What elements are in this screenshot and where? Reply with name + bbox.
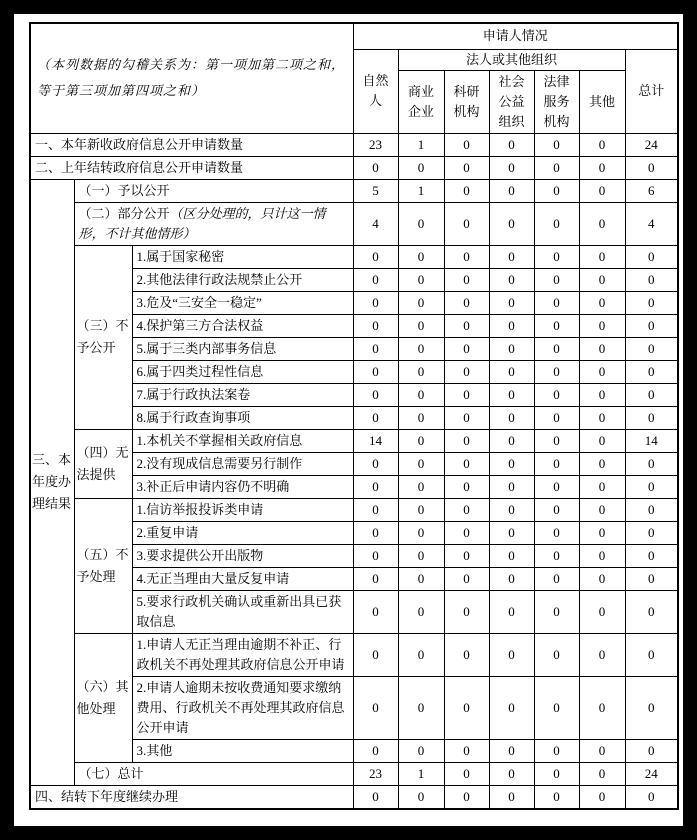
value-cell: 0 <box>353 337 398 360</box>
value-cell: 0 <box>579 452 625 475</box>
value-cell: 1 <box>398 133 444 156</box>
table-row <box>30 156 678 179</box>
value-cell: 0 <box>625 521 678 544</box>
row-label: 4.保护第三方合法权益 <box>136 317 264 333</box>
value-cell: 0 <box>353 498 398 521</box>
row-label-cell <box>132 633 353 676</box>
value-cell: 0 <box>353 383 398 406</box>
header-col-research-institution: 科研机构 <box>444 70 489 133</box>
value-cell: 0 <box>398 633 444 676</box>
value-cell: 0 <box>444 567 489 590</box>
value-cell: 0 <box>444 360 489 383</box>
value-cell: 0 <box>579 633 625 676</box>
category-label-cell: （五）不予处理 <box>74 498 132 633</box>
row-label-cell <box>132 383 353 406</box>
value-cell: 0 <box>579 785 625 809</box>
row-label: 四、结转下年度继续办理 <box>35 788 179 804</box>
value-cell: 0 <box>625 406 678 429</box>
row-label-cell <box>74 762 353 785</box>
value-cell: 0 <box>579 268 625 291</box>
value-cell: 0 <box>534 179 579 202</box>
value-cell: 0 <box>579 429 625 452</box>
row-label: 2.重复申请 <box>136 524 199 540</box>
value-cell: 0 <box>353 291 398 314</box>
row-label-cell <box>132 406 353 429</box>
value-cell: 6 <box>625 179 678 202</box>
value-cell: 0 <box>579 475 625 498</box>
row-label-cell <box>132 739 353 762</box>
value-cell: 0 <box>625 739 678 762</box>
value-cell: 0 <box>625 475 678 498</box>
value-cell: 0 <box>398 590 444 633</box>
value-cell: 0 <box>579 133 625 156</box>
header-row-applicant <box>30 23 678 49</box>
value-cell: 0 <box>444 544 489 567</box>
row-label: 8.属于行政查询事项 <box>136 409 251 425</box>
value-cell: 4 <box>625 202 678 245</box>
header-col-legal-org-group: 法人或其他组织 <box>398 49 625 70</box>
section-label-cell: 三、本年度办理结果 <box>30 179 74 785</box>
row-label: 7.属于行政执法案卷 <box>136 386 251 402</box>
row-label-cell <box>132 452 353 475</box>
row-label-cell <box>30 156 353 179</box>
value-cell: 0 <box>398 291 444 314</box>
row-label-cell <box>132 314 353 337</box>
table-row <box>30 633 678 676</box>
value-cell: 24 <box>625 133 678 156</box>
row-label: （一）予以公开 <box>78 182 170 198</box>
value-cell: 0 <box>625 383 678 406</box>
value-cell: 0 <box>353 676 398 739</box>
value-cell: 0 <box>353 268 398 291</box>
value-cell: 0 <box>444 268 489 291</box>
value-cell: 0 <box>398 521 444 544</box>
value-cell: 0 <box>353 475 398 498</box>
category-label-cell: （三）不予公开 <box>74 245 132 429</box>
table-body <box>30 133 678 809</box>
value-cell: 0 <box>579 544 625 567</box>
value-cell: 0 <box>489 739 534 762</box>
value-cell: 0 <box>489 360 534 383</box>
table-row <box>30 785 678 809</box>
header-col-total: 总计 <box>625 49 678 133</box>
header-col-natural-person: 自然人 <box>353 49 398 133</box>
value-cell: 0 <box>489 406 534 429</box>
row-label-note: （区分处理的，只计这一情形，不计其他情形） <box>78 205 326 241</box>
row-label: 二、上年结转政府信息公开申请数量 <box>35 159 244 175</box>
value-cell: 1 <box>398 179 444 202</box>
row-label-cell <box>132 291 353 314</box>
value-cell: 0 <box>444 406 489 429</box>
value-cell: 0 <box>534 498 579 521</box>
value-cell: 0 <box>579 360 625 383</box>
value-cell: 0 <box>489 314 534 337</box>
value-cell: 0 <box>579 202 625 245</box>
value-cell: 0 <box>398 739 444 762</box>
value-cell: 0 <box>625 360 678 383</box>
value-cell: 0 <box>489 429 534 452</box>
value-cell: 0 <box>398 314 444 337</box>
value-cell: 0 <box>353 360 398 383</box>
value-cell: 24 <box>625 762 678 785</box>
category-label-cell: （四）无法提供 <box>74 429 132 498</box>
value-cell: 0 <box>444 337 489 360</box>
value-cell: 0 <box>444 633 489 676</box>
value-cell: 0 <box>489 156 534 179</box>
value-cell: 0 <box>625 633 678 676</box>
value-cell: 0 <box>534 452 579 475</box>
value-cell: 0 <box>489 202 534 245</box>
value-cell: 0 <box>444 762 489 785</box>
value-cell: 0 <box>534 314 579 337</box>
value-cell: 0 <box>489 291 534 314</box>
value-cell: 0 <box>353 633 398 676</box>
value-cell: 0 <box>534 291 579 314</box>
table-row <box>30 179 678 202</box>
value-cell: 0 <box>534 156 579 179</box>
row-label-cell <box>74 179 353 202</box>
value-cell: 0 <box>534 521 579 544</box>
reconciliation-note: （本列数据的勾稽关系为：第一项加第二项之和，等于第三项加第四项之和） <box>37 57 346 99</box>
value-cell: 0 <box>444 202 489 245</box>
table-header <box>30 23 678 133</box>
value-cell: 0 <box>579 676 625 739</box>
header-col-other: 其他 <box>579 70 625 133</box>
value-cell: 0 <box>444 785 489 809</box>
value-cell: 0 <box>489 452 534 475</box>
value-cell: 14 <box>625 429 678 452</box>
row-label: 一、本年新收政府信息公开申请数量 <box>35 136 244 152</box>
row-label: 1.本机关不掌握相关政府信息 <box>136 432 303 448</box>
value-cell: 0 <box>534 383 579 406</box>
value-cell: 0 <box>398 475 444 498</box>
row-label: 4.无正当理由大量反复申请 <box>136 570 290 586</box>
row-label-cell <box>132 475 353 498</box>
value-cell: 0 <box>444 383 489 406</box>
row-label-cell <box>74 202 353 245</box>
value-cell: 0 <box>534 544 579 567</box>
row-label: 3.补正后申请内容仍不明确 <box>136 478 290 494</box>
value-cell: 0 <box>534 202 579 245</box>
row-label: 6.属于四类过程性信息 <box>136 363 264 379</box>
value-cell: 0 <box>444 133 489 156</box>
value-cell: 0 <box>398 429 444 452</box>
value-cell: 0 <box>398 452 444 475</box>
row-label-cell <box>132 245 353 268</box>
header-applicant-situation: 申请人情况 <box>353 23 678 49</box>
value-cell: 0 <box>398 676 444 739</box>
value-cell: 0 <box>489 498 534 521</box>
value-cell: 0 <box>398 268 444 291</box>
value-cell: 0 <box>398 544 444 567</box>
value-cell: 0 <box>398 337 444 360</box>
value-cell: 0 <box>444 521 489 544</box>
value-cell: 0 <box>489 337 534 360</box>
table-row <box>30 498 678 521</box>
value-cell: 0 <box>534 676 579 739</box>
value-cell: 0 <box>353 544 398 567</box>
value-cell: 0 <box>489 383 534 406</box>
value-cell: 0 <box>534 245 579 268</box>
row-label: 1.属于国家秘密 <box>136 248 225 264</box>
value-cell: 0 <box>625 156 678 179</box>
value-cell: 0 <box>353 567 398 590</box>
value-cell: 0 <box>625 291 678 314</box>
row-label: 2.其他法律行政法规禁止公开 <box>136 271 303 287</box>
row-label-cell <box>30 133 353 156</box>
value-cell: 0 <box>579 383 625 406</box>
value-cell: 0 <box>489 762 534 785</box>
value-cell: 0 <box>625 785 678 809</box>
value-cell: 14 <box>353 429 398 452</box>
value-cell: 1 <box>398 762 444 785</box>
row-label: 1.信访举报投诉类申请 <box>136 501 264 517</box>
value-cell: 0 <box>579 762 625 785</box>
value-cell: 0 <box>534 785 579 809</box>
value-cell: 0 <box>625 245 678 268</box>
table-row <box>30 245 678 268</box>
value-cell: 0 <box>353 521 398 544</box>
value-cell: 0 <box>579 337 625 360</box>
value-cell: 0 <box>444 498 489 521</box>
row-label: 5.属于三类内部事务信息 <box>136 340 277 356</box>
row-label: 5.要求行政机关确认或重新出具已获取信息 <box>136 593 342 629</box>
value-cell: 0 <box>579 156 625 179</box>
value-cell: 0 <box>579 498 625 521</box>
row-label: 2.没有现成信息需要另行制作 <box>136 455 303 471</box>
value-cell: 0 <box>534 633 579 676</box>
value-cell: 0 <box>625 498 678 521</box>
row-label: 2.申请人逾期未按收费通知要求缴纳费用、行政机关不再处理其政府信息公开申请 <box>136 679 345 735</box>
value-cell: 0 <box>398 156 444 179</box>
value-cell: 0 <box>353 739 398 762</box>
value-cell: 0 <box>534 739 579 762</box>
table-row <box>30 762 678 785</box>
value-cell: 0 <box>489 676 534 739</box>
row-label-cell <box>132 590 353 633</box>
value-cell: 0 <box>489 567 534 590</box>
row-label: （七）总计 <box>78 765 144 781</box>
value-cell: 0 <box>398 383 444 406</box>
table-row <box>30 202 678 245</box>
category-label-cell: （六）其他处理 <box>74 633 132 762</box>
value-cell: 0 <box>579 179 625 202</box>
value-cell: 0 <box>534 429 579 452</box>
value-cell: 0 <box>579 590 625 633</box>
value-cell: 0 <box>353 406 398 429</box>
reconciliation-note-cell <box>30 23 353 133</box>
header-col-legal-service-org: 法律服务机构 <box>534 70 579 133</box>
value-cell: 0 <box>398 360 444 383</box>
value-cell: 0 <box>398 498 444 521</box>
value-cell: 0 <box>353 245 398 268</box>
value-cell: 0 <box>444 179 489 202</box>
value-cell: 0 <box>398 406 444 429</box>
value-cell: 0 <box>489 179 534 202</box>
value-cell: 0 <box>444 676 489 739</box>
row-label-cell <box>132 268 353 291</box>
row-label: 3.危及“三安全一稳定” <box>136 294 262 310</box>
value-cell: 23 <box>353 133 398 156</box>
value-cell: 0 <box>353 590 398 633</box>
value-cell: 0 <box>534 337 579 360</box>
value-cell: 0 <box>444 475 489 498</box>
value-cell: 0 <box>353 452 398 475</box>
value-cell: 0 <box>625 567 678 590</box>
value-cell: 0 <box>534 268 579 291</box>
value-cell: 0 <box>489 785 534 809</box>
row-label-cell <box>132 360 353 383</box>
table-row <box>30 133 678 156</box>
disclosure-request-table <box>29 22 679 810</box>
value-cell: 0 <box>579 291 625 314</box>
value-cell: 0 <box>489 133 534 156</box>
value-cell: 0 <box>579 521 625 544</box>
value-cell: 0 <box>398 245 444 268</box>
value-cell: 0 <box>444 314 489 337</box>
table-row <box>30 429 678 452</box>
header-col-commercial-enterprise: 商业企业 <box>398 70 444 133</box>
value-cell: 4 <box>353 202 398 245</box>
value-cell: 0 <box>489 268 534 291</box>
header-col-social-welfare-org: 社会公益组织 <box>489 70 534 133</box>
value-cell: 0 <box>625 544 678 567</box>
row-label-cell <box>30 785 353 809</box>
row-label: （二）部分公开 <box>78 205 170 221</box>
value-cell: 0 <box>444 452 489 475</box>
value-cell: 0 <box>444 590 489 633</box>
row-label-cell <box>132 337 353 360</box>
value-cell: 0 <box>534 590 579 633</box>
value-cell: 0 <box>489 475 534 498</box>
value-cell: 0 <box>444 245 489 268</box>
value-cell: 0 <box>444 429 489 452</box>
row-label: 3.要求提供公开出版物 <box>136 547 264 563</box>
value-cell: 0 <box>625 268 678 291</box>
value-cell: 0 <box>625 452 678 475</box>
row-label-cell <box>132 676 353 739</box>
value-cell: 0 <box>444 156 489 179</box>
value-cell: 0 <box>534 762 579 785</box>
value-cell: 0 <box>398 567 444 590</box>
row-label-cell <box>132 567 353 590</box>
value-cell: 0 <box>579 314 625 337</box>
value-cell: 0 <box>353 156 398 179</box>
value-cell: 0 <box>579 739 625 762</box>
value-cell: 23 <box>353 762 398 785</box>
value-cell: 0 <box>489 590 534 633</box>
value-cell: 0 <box>625 314 678 337</box>
value-cell: 0 <box>489 245 534 268</box>
value-cell: 0 <box>534 567 579 590</box>
value-cell: 0 <box>353 785 398 809</box>
value-cell: 0 <box>534 360 579 383</box>
value-cell: 0 <box>579 406 625 429</box>
row-label: 3.其他 <box>136 742 173 758</box>
value-cell: 0 <box>534 406 579 429</box>
value-cell: 0 <box>398 785 444 809</box>
row-label-cell <box>132 429 353 452</box>
row-label-cell <box>132 544 353 567</box>
value-cell: 0 <box>398 202 444 245</box>
value-cell: 0 <box>625 337 678 360</box>
value-cell: 0 <box>579 245 625 268</box>
value-cell: 0 <box>625 590 678 633</box>
value-cell: 0 <box>444 739 489 762</box>
value-cell: 5 <box>353 179 398 202</box>
value-cell: 0 <box>579 567 625 590</box>
row-label-cell <box>132 521 353 544</box>
value-cell: 0 <box>625 676 678 739</box>
value-cell: 0 <box>444 291 489 314</box>
value-cell: 0 <box>489 633 534 676</box>
value-cell: 0 <box>534 133 579 156</box>
value-cell: 0 <box>489 521 534 544</box>
value-cell: 0 <box>534 475 579 498</box>
value-cell: 0 <box>353 314 398 337</box>
value-cell: 0 <box>489 544 534 567</box>
row-label: 1.申请人无正当理由逾期不补正、行政机关不再处理其政府信息公开申请 <box>136 636 345 672</box>
row-label-cell <box>132 498 353 521</box>
